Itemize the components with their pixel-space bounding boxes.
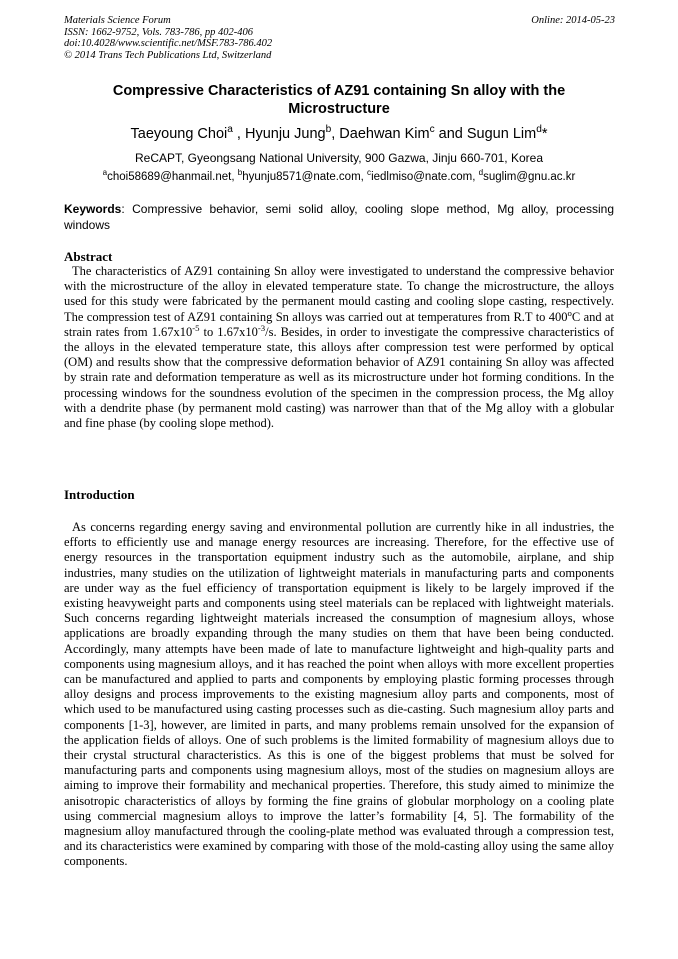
abstract-text-part: The characteristics of AZ91 containing Sn alloy were investigated to understand the compressive behavior with the microstructure of the alloy in elevated temperature state. To change the microstructure, the alloys used for this study were fabricated by the permanent mould casting and cooling slope casting, respectively. The compression test of AZ91 containing Sn alloys was carried out at temperatures from R.T to 400	[64, 264, 614, 324]
doi-line: doi:10.4028/www.scientific.net/MSF.783-786.402	[64, 38, 273, 49]
email-list	[64, 170, 614, 184]
issn-line: ISSN: 1662-9752, Vols. 783-786, pp 402-406	[64, 26, 253, 38]
author-affil-mark: d	[536, 124, 542, 136]
email-mark: b	[237, 168, 243, 178]
author-separator: ,	[232, 126, 245, 142]
author-name: Daehwan Kim	[339, 126, 430, 142]
abstract-text	[64, 264, 614, 431]
abstract-text-part: /s. Besides, in order to investigate the compressive characteristics of the alloys in the elevated temperature state, this alloys after compression test were performed by optical (OM) and results show that the compressive deformation behavior of AZ91 containing Sn alloy was affected by strain rate and deformation temperature as well as its microstructure under hot forming conditions. In the processing windows for the soundness evolution of the specimen in the compression process, the Mg alloy with a dendrite phase (by permanent mold casting) was narrower than that of the Mg alloy with a globular and fine phase (by cooling slope method).	[64, 324, 614, 431]
journal-header	[64, 15, 272, 61]
copyright-line: © 2014 Trans Tech Publications Ltd, Switzerland	[64, 49, 272, 61]
author-list	[64, 125, 614, 143]
keywords	[64, 202, 614, 233]
journal-name: Materials Science Forum	[64, 15, 171, 26]
author-affil-mark: a	[227, 124, 233, 136]
email-link[interactable]: iedlmiso@nate.com,	[371, 171, 479, 183]
abstract-text-part: to 1.67x10	[199, 324, 258, 339]
degree-mark: o	[567, 307, 572, 318]
email-link[interactable]: suglim@gnu.ac.kr	[483, 171, 576, 183]
corresponding-mark: *	[541, 126, 548, 142]
online-date: Online: 2014-05-23	[531, 15, 615, 26]
author-affil-mark: c	[429, 124, 435, 136]
author-name: Hyunju Jung	[244, 126, 326, 142]
exponent: -5	[192, 322, 200, 333]
email-mark: d	[478, 168, 484, 178]
author-name: Taeyoung Choi	[130, 126, 228, 142]
exponent: -3	[257, 322, 266, 333]
keywords-text: : Compressive behavior, semi solid alloy, cooling slope method, Mg alloy, processing windows	[64, 202, 614, 232]
paper-title: Compressive Characteristics of AZ91 containing Sn alloy with the Microstructure	[112, 83, 566, 117]
abstract-text-part: C and at strain rates from 1.67x10	[64, 309, 614, 339]
author-name: Sugun Lim	[466, 126, 537, 142]
introduction-text: As concerns regarding energy saving and environmental pollution are currently hike in all industries, the efforts to efficiently use and manage energy resources are increasing. Therefore, for the effective use of energy resources in the transportation equipment industry such as the automobile, airplane, and ship industries, many studies on the utilization of lightweight materials in manufacturing parts and components are under way as the fuel efficiency of transportation equipment is likely to be largely improved if the existing heavyweight parts and components using steel materials can be replaced with lightweight materials. Such concerns regarding lightweight materials increased the consumption of magnesium alloys, whose applications are broadly expanding through the many studies on them that have been being conducted. Accordingly, many attempts have been made of late to manufacture lightweight and high-quality parts and components using magnesium alloys, and it has reached the point when alloys with more excellent properties can be manufactured and applied to parts and components by employing plastic forming processes through alloy designs and process improvements to the existing magnesium alloy parts and components, most of which used to be manufactured using casting processes such as die-casting. Such magnesium alloy parts and components [1-3], however, are limited in parts, and many problems remain unsolved for the expansion of the application fields of alloys. One of such problems is the limited formability of magnesium alloys due to their crystal structural characteristics. As this is one of the biggest problems that must be solved for manufacturing parts and components using magnesium alloys, most of the studies on magnesium alloys are aiming to improve their formability and mechanical properties. Therefore, this study aimed to minimize the anisotropic characteristics of alloys by forming the fine grains of globular morphology on a cooling plate using commercial magnesium alloys to improve the latter’s formability [4, 5]. The formability of the magnesium alloy manufactured through the cooling-plate method was evaluated through a compression test, and its characteristics were examined by comparing with those of the mold-casting alloy using the same alloy components.	[64, 520, 614, 869]
abstract-heading: Abstract	[64, 249, 113, 264]
email-link[interactable]: choi58689@hanmail.net,	[107, 171, 238, 183]
email-mark: a	[102, 168, 108, 178]
email-mark: c	[367, 168, 372, 178]
introduction-heading: Introduction	[64, 487, 135, 502]
author-separator: ,	[331, 126, 340, 142]
author-affil-mark: b	[325, 124, 332, 136]
author-separator: and	[434, 126, 467, 142]
keywords-label: Keywords	[64, 202, 122, 216]
affiliation: ReCAPT, Gyeongsang National University, 900 Gazwa, Jinju 660-701, Korea	[135, 151, 543, 165]
email-link[interactable]: hyunju8571@nate.com,	[242, 171, 368, 183]
